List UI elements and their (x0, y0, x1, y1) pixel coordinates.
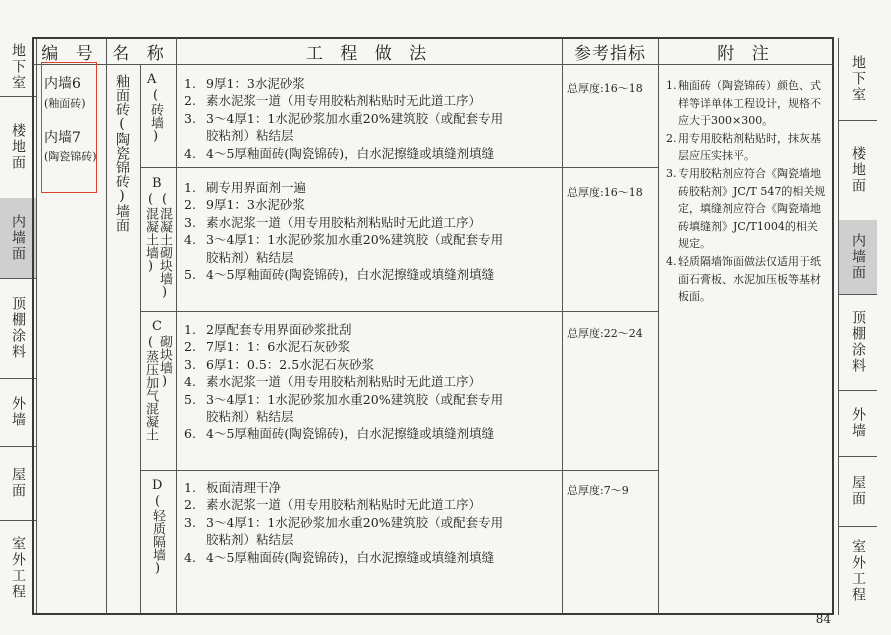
step: 4. 4～5厚釉面砖(陶瓷锦砖)，白水泥擦缝或填缝剂填缝 (184, 145, 495, 161)
section-letter: B (152, 176, 162, 191)
reference-thickness: 总厚度:22～24 (567, 327, 643, 340)
section-base-alt: (混凝土砌块墙) (157, 192, 172, 300)
left-tab-basement[interactable]: 地下室 (0, 38, 36, 97)
step: 1. 板面清理干净 (184, 480, 282, 495)
reference-thickness: 总厚度:16～18 (567, 82, 643, 95)
step: 6. 4～5厚釉面砖(陶瓷锦砖)，白水泥擦缝或填缝剂填缝 (184, 426, 495, 442)
right-tab-floor[interactable]: 楼地面 (839, 120, 877, 221)
section-base: (混凝土墙) (143, 192, 158, 274)
left-tab-floor[interactable]: 楼地面 (0, 96, 36, 199)
header-name: 名 称 (112, 43, 170, 64)
section-base: (蒸压加气混凝土 (143, 335, 158, 441)
code-label: 内墙7 (44, 130, 81, 146)
left-tab-interior-wall[interactable]: 内墙面 (0, 198, 36, 279)
step: 胶粘剂）粘结层 (206, 409, 294, 425)
right-tab-interior-wall[interactable]: 内墙面 (839, 220, 877, 295)
section-letter: C (152, 319, 162, 334)
item-name: 釉面砖(陶瓷锦砖)墙面 (114, 74, 130, 232)
row-divider (140, 167, 658, 168)
row-divider (140, 311, 658, 312)
header-divider (33, 64, 833, 65)
left-tab-outdoor[interactable]: 室外工程 (10, 535, 26, 600)
step: 5. 3～4厚1：1水泥砂浆加水重20%建筑胶（或配套专用 (184, 391, 504, 407)
section-base: (砖墙) (148, 88, 163, 144)
col-divider (658, 38, 659, 614)
section-letter: A (147, 72, 157, 87)
step: 2. 素水泥浆一道（用专用胶粘剂粘贴时无此道工序） (184, 497, 482, 513)
step: 1. 刷专用界面剂一遍 (184, 180, 307, 195)
code-sub-label: (陶瓷锦砖) (44, 150, 97, 163)
step: 胶粘剂）粘结层 (206, 249, 294, 265)
section-c-steps (184, 321, 554, 443)
page-number: 84 (815, 612, 831, 626)
section-d-steps (184, 479, 554, 566)
right-side-nav (838, 38, 877, 615)
code-label: 内墙6 (44, 76, 81, 92)
left-tab-ceiling-paint[interactable]: 顶棚涂料 (0, 278, 36, 379)
step: 1. 9厚1：3水泥砂浆 (184, 76, 305, 91)
step: 2. 7厚1：1：6水泥石灰砂浆 (184, 339, 351, 355)
step: 4. 3～4厚1：1水泥砂浆加水重20%建筑胶（或配套专用 (184, 232, 504, 248)
left-tab-exterior-wall[interactable]: 外墙 (0, 378, 36, 447)
right-tab-basement[interactable]: 地下室 (839, 38, 877, 121)
section-letter: D (152, 478, 163, 493)
header-notes: 附 注 (717, 43, 775, 64)
step: 1. 2厚配套专用界面砂浆批刮 (184, 322, 352, 337)
section-base-alt: 砌块墙) (157, 335, 172, 389)
step: 5. 4～5厚釉面砖(陶瓷锦砖)，白水泥擦缝或填缝剂填缝 (184, 267, 495, 283)
left-tab-roof[interactable]: 屋面 (0, 446, 36, 521)
step: 3. 3～4厚1：1水泥砂浆加水重20%建筑胶（或配套专用 (184, 110, 504, 126)
step: 4. 4～5厚釉面砖(陶瓷锦砖)，白水泥擦缝或填缝剂填缝 (184, 549, 495, 565)
header-method: 工 程 做 法 (305, 43, 433, 64)
notes-list (666, 77, 826, 306)
note-item: 4. 轻质隔墙饰面做法仅适用于纸面石膏板、水泥加压板等基材板面。 (666, 254, 821, 304)
section-b-steps (184, 179, 554, 283)
right-tab-exterior-wall[interactable]: 外墙 (839, 390, 877, 457)
header-code: 编 号 (41, 43, 99, 64)
section-a-steps (184, 75, 554, 162)
col-divider (106, 38, 107, 614)
step: 胶粘剂）粘结层 (206, 128, 294, 144)
header-reference: 参考指标 (574, 43, 646, 64)
note-item: 1. 釉面砖（陶瓷锦砖）颜色、式样等详单体工程设计，规格不应大于300×300。 (666, 79, 821, 128)
right-tab-ceiling-paint[interactable]: 顶棚涂料 (839, 294, 877, 391)
step: 3. 6厚1：0.5：2.5水泥石灰砂浆 (184, 356, 375, 372)
step: 2. 9厚1：3水泥砂浆 (184, 197, 305, 213)
step: 4. 素水泥浆一道（用专用胶粘剂粘贴时无此道工序） (184, 374, 482, 390)
section-base: (轻质隔墙) (150, 494, 165, 576)
right-tab-roof[interactable]: 屋面 (839, 456, 877, 527)
note-item: 3. 专用胶粘剂应符合《陶瓷墙地砖胶粘剂》JC/T 547的相关规定，填缝剂应符合《陶瓷墙地砖填缝剂》JC/T1004的相关规定。 (666, 166, 826, 251)
row-divider (140, 470, 658, 471)
note-item: 2. 用专用胶粘剂粘贴时，抹灰基层应压实抹平。 (666, 131, 821, 163)
step: 3. 3～4厚1：1水泥砂浆加水重20%建筑胶（或配套专用 (184, 514, 504, 530)
step: 2. 素水泥浆一道（用专用胶粘剂粘贴时无此道工序） (184, 93, 482, 109)
code-sub-label: (釉面砖) (44, 97, 86, 110)
col-divider (562, 38, 563, 614)
reference-thickness: 总厚度:7～9 (567, 484, 629, 497)
step: 胶粘剂）粘结层 (206, 532, 294, 548)
step: 3. 素水泥浆一道（用专用胶粘剂粘贴时无此道工序） (184, 214, 482, 230)
col-divider (176, 38, 177, 614)
reference-thickness: 总厚度:16～18 (567, 186, 643, 199)
sub-col-divider (140, 64, 141, 614)
right-tab-outdoor[interactable]: 室外工程 (850, 538, 866, 603)
